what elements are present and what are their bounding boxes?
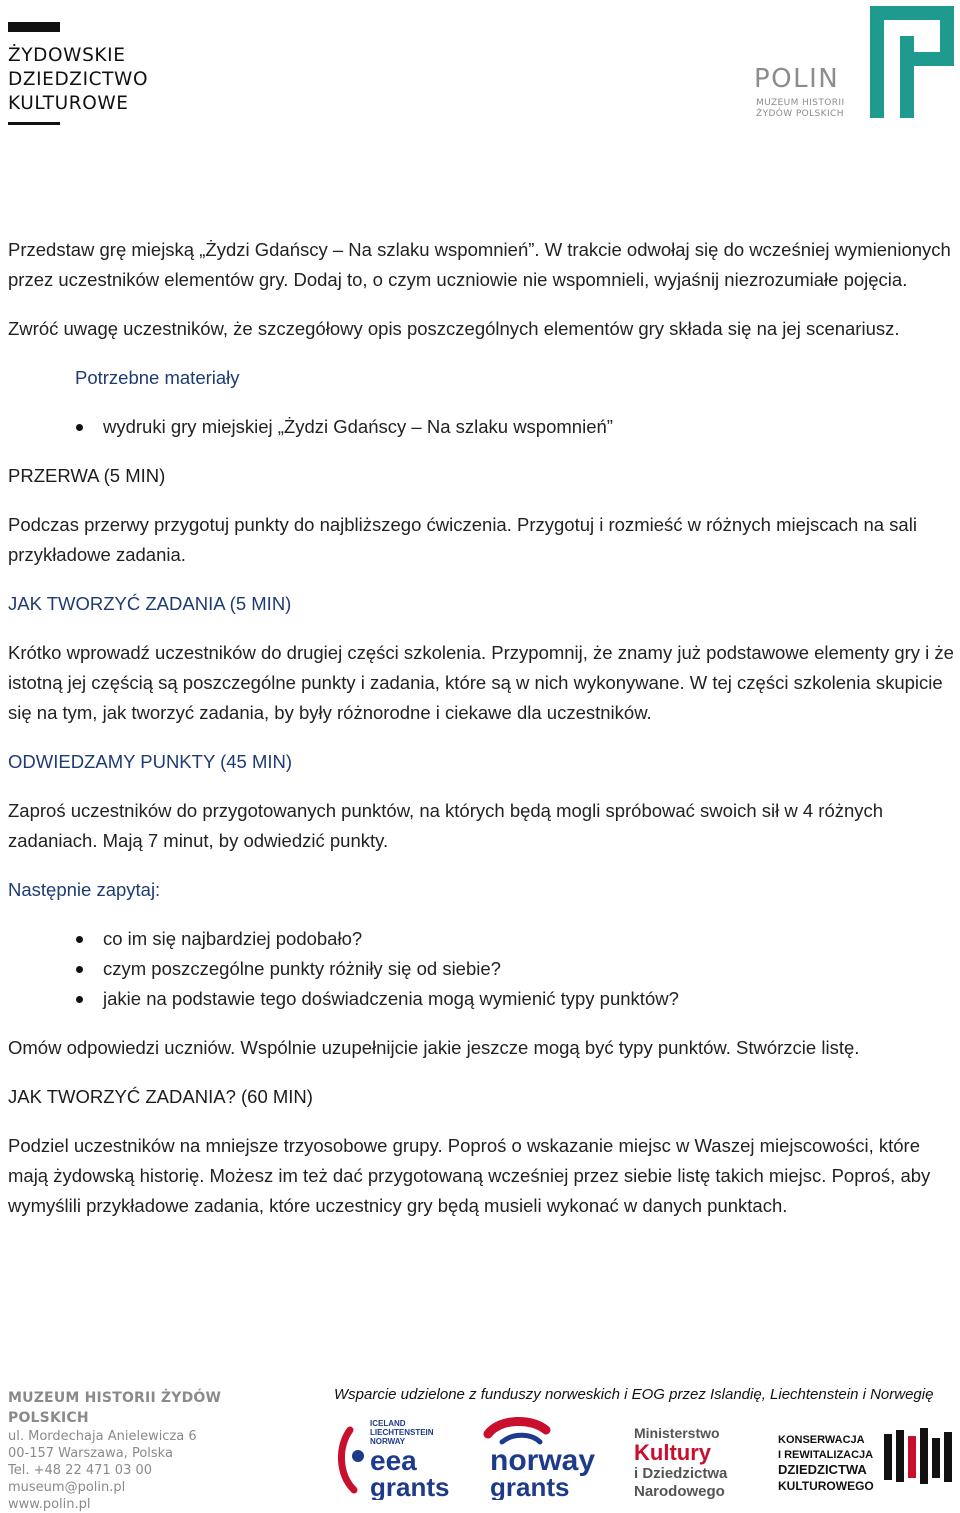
ministry-line-1: Ministerstwo [634, 1425, 720, 1441]
phone-line: Tel. +48 22 471 03 00 [8, 1463, 153, 1478]
heading-visit-points: ODWIEDZAMY PUNKTY (45 MIN) [8, 751, 293, 772]
polin-subtitle-line-2: ŻYDÓW POLSKICH [756, 109, 844, 119]
norway-grants-word: grants [490, 1472, 570, 1500]
eea-country-2: LIECHTENSTEIN [370, 1428, 434, 1437]
bullet-icon [76, 966, 83, 973]
norway-grants-logo [480, 1416, 620, 1500]
konserwacja-emblem-icon [882, 1426, 954, 1486]
paragraph-scenario: Zwróć uwagę uczestników, że szczegółowy opis poszczególnych elementów gry składa się na jej scenariusz. [8, 318, 900, 339]
address-line: ul. Mordechaja Anielewicza 6 [8, 1429, 197, 1444]
paragraph-create-tasks: Podziel uczestników na mniejsze trzyosobowe grupy. Poproś o wskazanie miejsc w Waszej miejscowości, które mają żydowską historię. Możesz im też dać przygotowaną wcześniej przez siebie listę takich miejsc. Poproś, aby wymyślili przykładowe zadania, które uczestnicy gry będą musieli wykonać w danych punktach. [8, 1135, 931, 1216]
bullet-icon [76, 936, 83, 943]
eea-word: eea [370, 1445, 417, 1476]
eea-country-1: ICELAND [370, 1419, 406, 1428]
polin-subtitle [756, 98, 845, 120]
paragraph-visit-points: Zaproś uczestników do przygotowanych punktów, na których będą mogli spróbować swoich sił w 4 różnych zadaniach. Mają 7 minut, by odwiedzić punkty. [8, 800, 884, 851]
ask-label: Następnie zapytaj: [8, 879, 161, 900]
address-line: 00-157 Warszawa, Polska [8, 1446, 173, 1461]
polin-wordmark: POLIN [754, 64, 840, 94]
paragraph-intro: Przedstaw grę miejską „Żydzi Gdańscy – Na szlaku wspomnień”. W trakcie odwołaj się do wcześniej wymienionych przez uczestników elementów gry. Dodaj to, o czym uczniowie nie wspomnieli, wyjaśnij niezrozumiałe pojęcia. [8, 239, 951, 290]
list-item-text: jakie na podstawie tego doświadczenia mogą wymienić typy punktów? [103, 988, 679, 1009]
heading-create-tasks: JAK TWORZYĆ ZADANIA? (60 MIN) [8, 1086, 313, 1107]
logo-line-3: KULTUROWE [8, 93, 129, 114]
heading-break: PRZERWA (5 MIN) [8, 465, 166, 486]
zydowskie-dziedzictwo-logo [8, 22, 158, 125]
kdk-line-2: I REWITALIZACJA [778, 1449, 874, 1461]
kdk-line-4: KULTUROWEGO [778, 1479, 874, 1493]
eea-grants-word: grants [370, 1472, 450, 1500]
polin-subtitle-line-1: MUZEUM HISTORII [756, 98, 845, 108]
website-line: www.polin.pl [8, 1497, 91, 1512]
logo-line-2: DZIEDZICTWO [8, 69, 149, 90]
ministry-of-culture-logo [634, 1424, 758, 1500]
konserwacja-dziedzictwa-logo [778, 1430, 886, 1494]
logo-bar-top [8, 22, 60, 32]
email-line: museum@polin.pl [8, 1480, 126, 1495]
kdk-line-3: DZIEDZICTWA [778, 1462, 867, 1477]
bullet-icon [76, 996, 83, 1003]
list-item [8, 412, 958, 442]
polin-emblem-icon [870, 6, 954, 118]
list-item [8, 954, 958, 984]
logo-line-1: ŻYDOWSKIE [8, 45, 126, 66]
eea-country-3: NORWAY [370, 1437, 406, 1446]
funding-note: Wsparcie udzielone z funduszy norweskich i EOG przez Islandię, Liechtenstein i Norwegię [334, 1386, 934, 1403]
polin-logo [752, 6, 956, 118]
heading-tasks-intro: JAK TWORZYĆ ZADANIA (5 MIN) [8, 593, 292, 614]
list-item-text: wydruki gry miejskiej „Żydzi Gdańscy – Na szlaku wspomnień” [103, 416, 613, 437]
questions-list [8, 924, 958, 1014]
paragraph-tasks-intro: Krótko wprowadź uczestników do drugiej części szkolenia. Przypomnij, że znamy już podstawowe elementy gry i że istotną jej częścią są poszczególne punkty i zadania, które są w nich wykonywane. W tej części szkolenia skupicie się na tym, jak tworzyć zadania, by były różnorodne i ciekawe dla uczestników. [8, 642, 954, 723]
ministry-line-2: Kultury [634, 1440, 711, 1465]
eea-grants-logo [336, 1416, 466, 1500]
paragraph-break: Podczas przerwy przygotuj punkty do najbliższego ćwiczenia. Przygotuj i rozmieść w różnych miejscach na sali przykładowe zadania. [8, 514, 917, 565]
kdk-line-1: KONSERWACJA [778, 1434, 865, 1446]
list-item [8, 924, 958, 954]
materials-list [8, 412, 958, 442]
ministry-line-4: Narodowego [634, 1483, 725, 1500]
list-item-text: co im się najbardziej podobało? [103, 928, 363, 949]
ministry-line-3: i Dziedzictwa [634, 1465, 728, 1482]
bullet-icon [76, 424, 83, 431]
list-item [8, 984, 958, 1014]
museum-name: MUZEUM HISTORII ŻYDÓW POLSKICH [8, 1390, 222, 1426]
footer-address [8, 1388, 288, 1513]
paragraph-answers: Omów odpowiedzi uczniów. Wspólnie uzupełnijcie jakie jeszcze mogą być typy punktów. Stwórzcie listę. [8, 1037, 860, 1058]
norway-word: norway [490, 1444, 596, 1477]
list-item-text: czym poszczególne punkty różniły się od siebie? [103, 958, 501, 979]
document-body [8, 235, 958, 1240]
materials-heading: Potrzebne materiały [75, 367, 240, 388]
logo-bar-bottom [8, 122, 60, 125]
